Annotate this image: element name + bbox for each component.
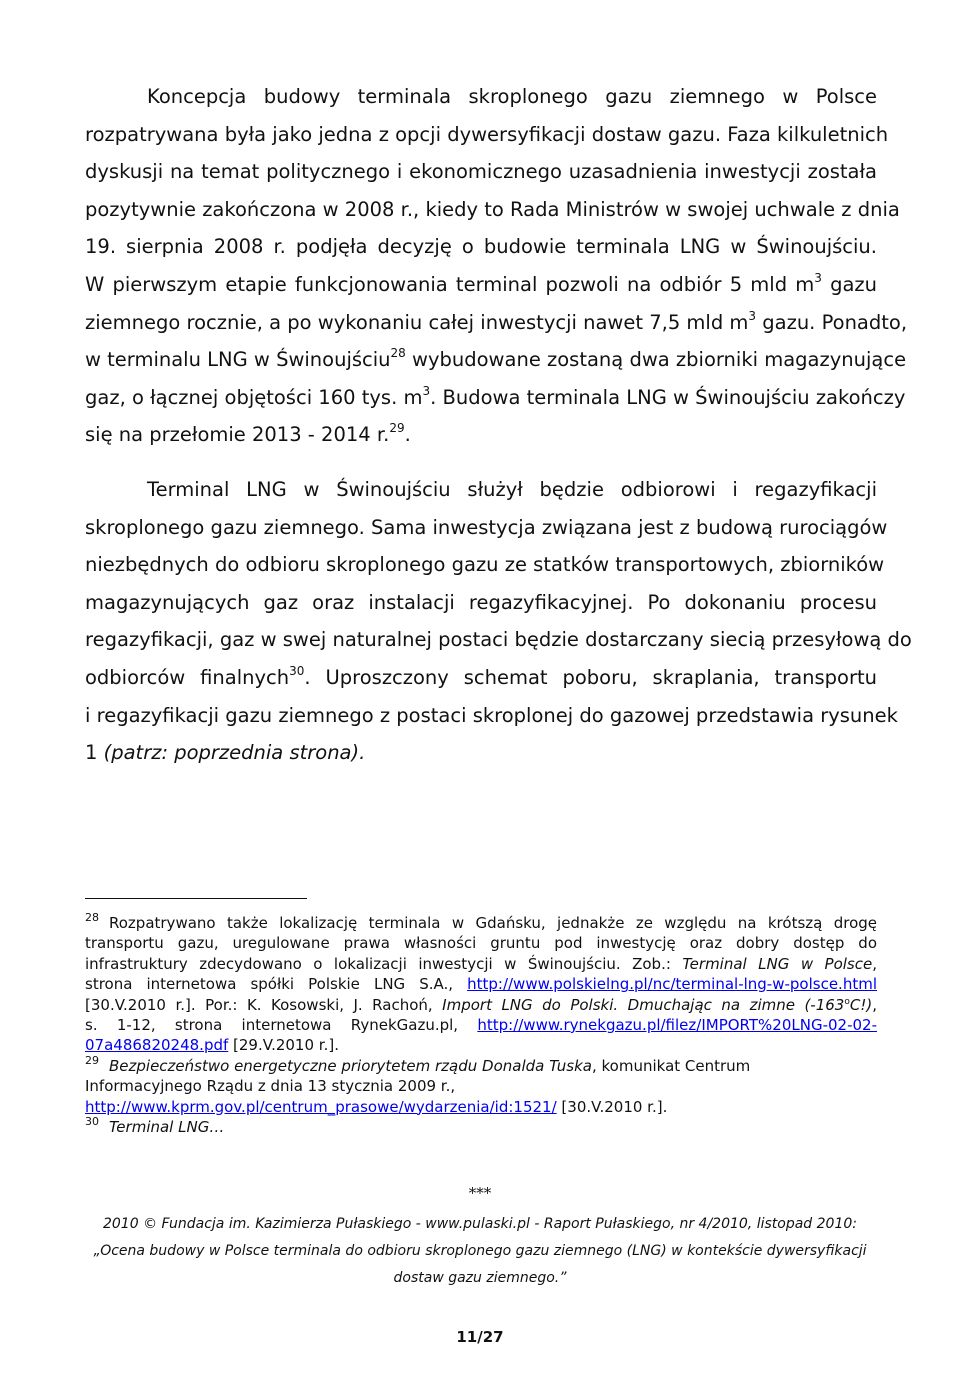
text-line: 19. sierpnia 2008 r. podjęła decyzję o budowie terminala LNG w Świnoujściu. xyxy=(85,235,877,259)
footnote-28 xyxy=(85,913,877,1056)
superscript: 3 xyxy=(748,308,757,323)
kprm-link[interactable]: http://www.kprm.gov.pl/centrum_prasowe/wydarzenia/id:1521/ xyxy=(85,1097,557,1116)
footnote-line: http://www.kprm.gov.pl/centrum_prasowe/wydarzenia/id:1521/ [30.V.2010 r.]. xyxy=(85,1097,668,1116)
rynekgazu-link-cont[interactable]: 07a486820248.pdf xyxy=(85,1036,229,1055)
footnote-ref-30: 30 xyxy=(289,663,305,678)
footnote-line: s. 1-12, strona internetowa RynekGazu.pl, http://www.rynekgazu.pl/filez/IMPORT%20LNG-02-02- xyxy=(85,1015,877,1034)
text-line: Koncepcja budowy terminala skroplonego gazu ziemnego w Polsce xyxy=(147,85,877,108)
text-line: gaz, o łącznej objętości 160 tys. $m^3$. Budowa terminala LNG w Świnoujściu zakończy xyxy=(85,383,906,409)
text-line: regazyfikacji, gaz w swej naturalnej postaci będzie dostarczany siecią przesyłową do xyxy=(85,628,912,652)
footnote-line: strona internetowa spółki Polskie LNG S.A., http://www.polskielng.pl/nc/terminal-lng-w-polsce.html xyxy=(85,975,877,994)
text-line: pozytywnie zakończona w 2008 r., kiedy to Rada Ministrów w swojej uchwale z dnia xyxy=(85,197,900,221)
polskielng-link[interactable]: http://www.polskielng.pl/nc/terminal-lng-w-polsce.html xyxy=(467,975,877,994)
footnote-line: 07a486820248.pdf [29.V.2010 r.]. xyxy=(85,1036,339,1055)
rynekgazu-link[interactable]: http://www.rynekgazu.pl/filez/IMPORT%20LNG-02-02- xyxy=(477,1015,877,1034)
footnote-number: 29 xyxy=(85,1053,99,1067)
footnote-line: transportu gazu, uregulowane prawa własności gruntu pod inwestycję oraz dobry dostęp do xyxy=(85,934,877,953)
footnote-number: 30 xyxy=(85,1114,99,1128)
footnote-29 xyxy=(85,1053,877,1117)
text-line: ziemnego rocznie, a po wykonaniu całej inwestycji nawet 7,5 mld $m^3$ gazu. Ponadto, xyxy=(85,308,908,334)
footnotes xyxy=(85,913,877,1137)
text-line: Terminal LNG w Świnoujściu służył będzie odbiorowi i regazyfikacji xyxy=(147,477,877,501)
text-line: rozpatrywana była jako jedna z opcji dywersyfikacji dostaw gazu. Faza kilkuletnich xyxy=(85,122,889,146)
footnote-ref-28: 28 xyxy=(390,346,406,361)
section-separator: *** xyxy=(468,1184,492,1202)
page-number: 11/27 xyxy=(456,1328,504,1346)
footnote-line: infrastruktury zdecydowano o lokalizacji inwestycji w Świnoujściu. Zob.: Terminal LNG w Polsce, xyxy=(85,954,877,973)
superscript: 3 xyxy=(814,270,822,285)
superscript: 3 xyxy=(422,383,431,398)
text-line: magazynujących gaz oraz instalacji regazyfikacyjnej. Po dokonaniu procesu xyxy=(85,590,877,614)
footnote-separator xyxy=(85,898,307,899)
footnote-30 xyxy=(85,1114,877,1137)
body-text xyxy=(85,78,912,772)
text-line: skroplonego gazu ziemnego. Sama inwestycja związana jest z budową rurociągów xyxy=(85,515,888,539)
text-line: dyskusji na temat politycznego i ekonomicznego uzasadnienia inwestycji została xyxy=(85,160,877,184)
footer-line: 2010 © Fundacja im. Kazimierza Pułaskiego - www.pulaski.pl - Raport Pułaskiego, nr 4/2010, listopad 2010: xyxy=(102,1216,857,1232)
text-line: odbiorców finalnych$^{30}$. Uproszczony schemat poboru, skraplania, transportu xyxy=(85,663,877,689)
footnote-ref-29: 29 xyxy=(389,421,405,436)
footnote-line: Informacyjnego Rządu z dnia 13 stycznia 2009 r., xyxy=(85,1077,456,1096)
text-line: w terminalu LNG w Świnoujściu$^{28}$ wybudowane zostaną dwa zbiorniki magazynujące xyxy=(85,346,907,372)
text-line: 1 (patrz: poprzednia strona). xyxy=(85,741,366,765)
footnote-line: $^{30}$ Terminal LNG… xyxy=(85,1114,225,1136)
paragraph-2 xyxy=(85,471,912,772)
footnote-line: $^{28}$ Rozpatrywano także lokalizację terminala w Gdańsku, jednakże ze względu na krótszą drogę xyxy=(85,911,877,932)
footer-line: „Ocena budowy w Polsce terminala do odbioru skroplonego gazu ziemnego (LNG) w kontekście dywersyfikacji xyxy=(93,1243,867,1259)
text-line: niezbędnych do odbioru skroplonego gazu ze statków transportowych, zbiorników xyxy=(85,553,885,577)
text-line: W pierwszym etapie funkcjonowania terminal pozwoli na odbiór 5 mld $m^3$ gazu xyxy=(85,270,878,296)
text-line: się na przełomie 2013 - 2014 r.$^{29}$. xyxy=(85,421,411,447)
footer-line: dostaw gazu ziemnego.” xyxy=(393,1270,567,1286)
footnote-line: $^{29}$ Bezpieczeństwo energetyczne priorytetem rządu Donalda Tuska, komunikat Centrum xyxy=(85,1053,751,1075)
footnote-number: 28 xyxy=(85,911,99,924)
page-footer xyxy=(60,1211,900,1292)
text-line: i regazyfikacji gazu ziemnego z postaci skroplonej do gazowej przedstawia rysunek xyxy=(85,703,898,727)
paragraph-1 xyxy=(85,78,908,454)
footnote-line: [30.V.2010 r.]. Por.: K. Kosowski, J. Rachoń, Import LNG do Polski. Dmuchając na zimne (-163$^o$C!), xyxy=(85,995,877,1014)
figure-reference: (patrz: poprzednia strona). xyxy=(103,741,366,765)
